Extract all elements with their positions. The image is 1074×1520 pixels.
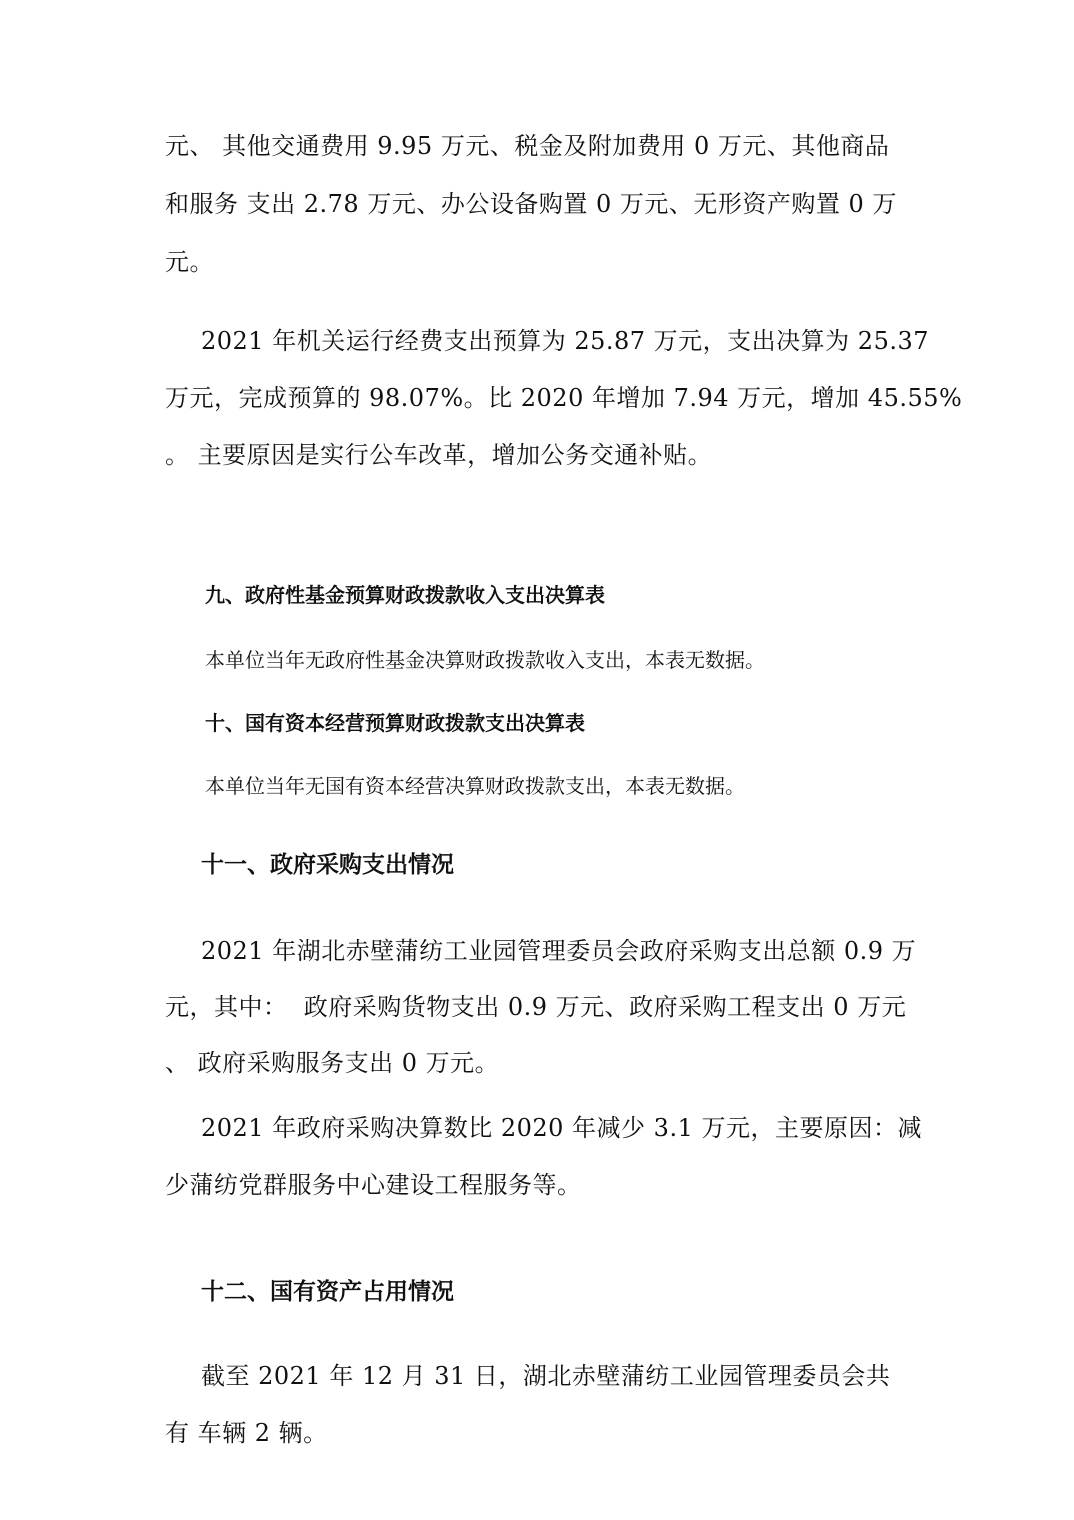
section-12-p1-line-1: 截至 2021 年 12 月 31 日，湖北赤壁蒲纺工业园管理委员会共 <box>201 1362 891 1390</box>
section-11-p1-line-2: 元，其中： 政府采购货物支出 0.9 万元、政府采购工程支出 0 万元 <box>165 993 907 1021</box>
para-transport-line-3: 元。 <box>165 248 214 276</box>
section-11-p2-line-2: 少蒲纺党群服务中心建设工程服务等。 <box>165 1171 582 1199</box>
para-operating-line-2: 万元，完成预算的 98.07%。比 2020 年增加 7.94 万元，增加 45.55% <box>165 384 963 412</box>
section-11-p1-line-3: 、 政府采购服务支出 0 万元。 <box>165 1049 500 1077</box>
section-10-heading: 十、国有资本经营预算财政拨款支出决算表 <box>205 711 585 735</box>
section-9-body: 本单位当年无政府性基金决算财政拨款收入支出，本表无数据。 <box>205 648 765 672</box>
section-11-p2-line-1: 2021 年政府采购决算数比 2020 年减少 3.1 万元，主要原因：减 <box>201 1114 922 1142</box>
section-12-p1-line-2: 有 车辆 2 辆。 <box>165 1419 328 1447</box>
section-9-heading: 九、政府性基金预算财政拨款收入支出决算表 <box>205 583 605 607</box>
section-11-heading: 十一、政府采购支出情况 <box>201 852 454 878</box>
para-operating-line-1: 2021 年机关运行经费支出预算为 25.87 万元，支出决算为 25.37 <box>201 327 930 355</box>
section-11-p1-line-1: 2021 年湖北赤壁蒲纺工业园管理委员会政府采购支出总额 0.9 万 <box>201 937 917 965</box>
section-10-body: 本单位当年无国有资本经营决算财政拨款支出，本表无数据。 <box>205 774 745 798</box>
para-operating-line-3: 。 主要原因是实行公车改革，增加公务交通补贴。 <box>165 441 713 469</box>
section-12-heading: 十二、国有资产占用情况 <box>201 1279 454 1305</box>
para-transport-line-2: 和服务 支出 2.78 万元、办公设备购置 0 万元、无形资产购置 0 万 <box>165 190 897 218</box>
para-transport-line-1: 元、 其他交通费用 9.95 万元、税金及附加费用 0 万元、其他商品 <box>165 132 890 160</box>
